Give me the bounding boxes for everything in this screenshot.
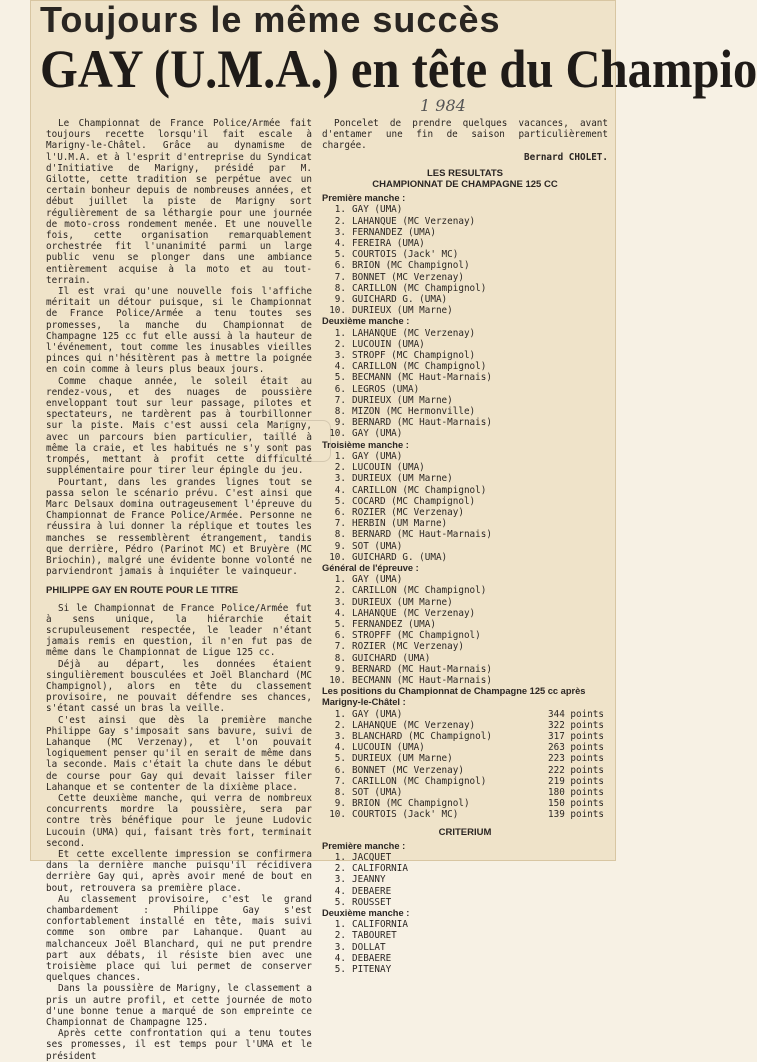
rank-number: 6.	[334, 506, 346, 518]
result-row	[322, 597, 608, 608]
rider-points: 139 points	[548, 809, 604, 821]
rank-number: 1.	[334, 708, 346, 720]
result-row	[322, 930, 608, 941]
article-left-column	[46, 118, 312, 1062]
rank-number: 8.	[334, 786, 346, 798]
rank-number: 5.	[334, 249, 346, 261]
rider-name: LUCOUIN (UMA)	[352, 742, 425, 754]
results-list-heat2	[322, 328, 608, 440]
result-row	[322, 574, 608, 585]
rider-name: DURIEUX (UM Marne)	[352, 596, 453, 608]
article-paragraph: Pourtant, dans les grandes lignes tout se passa selon le scénario prévu. C'est ainsi que Marc Delsaux domina outrageusement l'épreuve du Championnat de France Police/Armée. Personne ne réussira à lui donner la réplique et toutes les manches se ressemblèrent étrangement, tandis que derrière, Pédro (Parinot MC) et Bruyère (MC Briochin), malgré une évidente bonne volonté ne parviendront jamais à inquiéter le vainqueur.	[46, 476, 312, 578]
rank-number: 10.	[329, 674, 346, 686]
results-list-heat3	[322, 451, 608, 563]
rank-number: 4.	[334, 484, 346, 496]
rider-name: LAHANQUE (MC Verzenay)	[352, 719, 476, 731]
results-column	[322, 118, 608, 975]
result-row	[322, 417, 608, 428]
rider-name: LEGROS (UMA)	[352, 383, 420, 395]
rank-number: 3.	[334, 874, 346, 886]
rank-number: 6.	[334, 764, 346, 776]
general-title: Général de l'épreuve :	[322, 562, 419, 573]
rider-name: BONNET (MC Verzenay)	[352, 764, 464, 776]
rider-name: DURIEUX (UM Marne)	[352, 473, 453, 485]
result-row	[322, 428, 608, 439]
rider-name: DURIEUX (UM Marne)	[352, 394, 453, 406]
headline-main: GAY (U.M.A.) en tête du Champio	[40, 39, 757, 99]
result-row	[322, 552, 608, 563]
rank-number: 3.	[334, 941, 346, 953]
rider-name: GUICHARD G. (UMA)	[352, 551, 448, 563]
rank-number: 8.	[334, 652, 346, 664]
rank-number: 5.	[334, 495, 346, 507]
rider-name: STROPF (MC Champignol)	[352, 350, 476, 362]
result-row	[322, 630, 608, 641]
rank-number: 4.	[334, 742, 346, 754]
rider-points: 263 points	[548, 742, 604, 754]
result-row	[322, 473, 608, 484]
handwritten-year: 1 984	[420, 96, 466, 115]
results-subtitle: CHAMPIONNAT DE CHAMPAGNE 125 CC	[372, 179, 558, 191]
rank-number: 5.	[334, 753, 346, 765]
result-row	[322, 964, 608, 975]
heat-title: Troisième manche :	[322, 439, 409, 450]
result-row	[322, 372, 608, 383]
rider-name: BERNARD (MC Haut-Marnais)	[352, 529, 492, 541]
rider-points: 222 points	[548, 764, 604, 776]
rider-points: 317 points	[548, 730, 604, 742]
rider-name: GAY (UMA)	[352, 450, 403, 462]
rank-number: 7.	[334, 394, 346, 406]
result-row	[322, 942, 608, 953]
rider-name: JACQUET	[352, 852, 392, 863]
result-row	[322, 765, 608, 776]
result-row	[322, 395, 608, 406]
rider-name: CARILLON (MC Champignol)	[352, 775, 487, 787]
rider-name: LAHANQUE (MC Verzenay)	[352, 327, 476, 339]
result-row	[322, 406, 608, 417]
result-row	[322, 216, 608, 227]
result-row	[322, 541, 608, 552]
article-paragraph: Cette deuxième manche, qui verra de nombreux concurrents mordre la poussière, sera par contre très bénéfique pour le jeune Ludovic Lucouin (UMA) qui, faisant très fort, terminait second.	[46, 792, 312, 849]
rider-name: JEANNY	[352, 874, 386, 886]
rank-number: 8.	[334, 529, 346, 541]
rank-number: 4.	[334, 607, 346, 619]
rider-name: GAY (UMA)	[352, 204, 403, 216]
rider-name: DEBAERE	[352, 952, 392, 964]
rank-number: 10.	[329, 305, 346, 317]
article-paragraph: Déjà au départ, les données étaient singulièrement bousculées et Joël Blanchard (MC Champignol), alors en tête du classement provisoire, ne pouvait défendre ses chances, s'étant cassé un bras la veille.	[46, 658, 312, 715]
result-row	[322, 585, 608, 596]
standings-list	[322, 709, 608, 821]
article-paragraph: C'est ainsi que dès la première manche Philippe Gay s'imposait sans bavure, suivi de Lahanque (MC Verzenay), et l'on pouvait logiquement penser qu'il en serait de même dans la seconde. Mais c'était la chute dans le début de course pour Gay qui devait laisser filer Lahanque et se contenter de la dixième place.	[46, 714, 312, 793]
result-row	[322, 305, 608, 316]
rider-name: TABOURET	[352, 930, 397, 942]
rider-name: ROZIER (MC Verzenay)	[352, 506, 464, 518]
rank-number: 2.	[334, 338, 346, 350]
rank-number: 9.	[334, 663, 346, 675]
rank-number: 5.	[334, 618, 346, 630]
rider-name: LAHANQUE (MC Verzenay)	[352, 215, 476, 227]
rider-name: LUCOUIN (UMA)	[352, 462, 425, 474]
rank-number: 4.	[334, 952, 346, 964]
rider-name: FERNANDEZ (UMA)	[352, 618, 436, 630]
rider-name: GAY (UMA)	[352, 574, 403, 586]
rider-name: COCARD (MC Champignol)	[352, 495, 476, 507]
result-row	[322, 886, 608, 897]
result-row	[322, 720, 608, 731]
article-paragraph: Poncelet de prendre quelques vacances, avant d'entamer une fin de saison particulièrement chargée.	[322, 118, 608, 152]
rank-number: 2.	[334, 719, 346, 731]
rider-name: BERNARD (MC Haut-Marnais)	[352, 663, 492, 675]
result-row	[322, 753, 608, 764]
rank-number: 4.	[334, 238, 346, 250]
criterium-list-heat2	[322, 919, 608, 975]
heat-title: Deuxième manche :	[322, 908, 410, 919]
article-paragraph: Si le Championnat de France Police/Armée fut à sens unique, la hiérarchie était scrupuleusement respectée, le leader n'étant jamais remis en question, il n'en fut pas de même dans le Championnat de Ligue 125 cc.	[46, 602, 312, 659]
rider-name: MIZON (MC Hermonville)	[352, 406, 476, 418]
rider-name: COURTOIS (Jack' MC)	[352, 249, 459, 261]
rider-points: 344 points	[548, 708, 604, 720]
rider-name: GAY (UMA)	[352, 428, 403, 440]
rider-name: GUICHARD (UMA)	[352, 652, 431, 664]
rider-name: PITENAY	[352, 964, 392, 976]
result-row	[322, 283, 608, 294]
rank-number: 3.	[334, 473, 346, 485]
rank-number: 4.	[334, 885, 346, 897]
rider-name: SOT (UMA)	[352, 540, 403, 552]
rank-number: 7.	[334, 641, 346, 653]
article-paragraph: Comme chaque année, le soleil était au rendez-vous, et des nuages de poussière enveloppant tout sur leur passage, pilotes et spectateurs, ne tardèrent pas à tourbillonner sur la piste. Mais c'est aussi cela Marigny, avec un parcours bien particulier, taillé à même la craie, et les habitués ne s'y sont pas trompés, mettant à profit cette difficulté supplémentaire pour tirer leur épingle du jeu.	[46, 375, 312, 477]
rank-number: 8.	[334, 282, 346, 294]
rider-name: FERNANDEZ (UMA)	[352, 226, 436, 238]
result-row	[322, 361, 608, 372]
result-row	[322, 619, 608, 630]
rider-name: SOT (UMA)	[352, 786, 403, 798]
rider-name: DURIEUX (UM Marne)	[352, 305, 453, 317]
result-row	[322, 328, 608, 339]
rider-name: CALIFORNIA	[352, 863, 408, 875]
rider-name: BONNET (MC Verzenay)	[352, 271, 464, 283]
heat-title: Deuxième manche :	[322, 316, 410, 327]
result-row	[322, 518, 608, 529]
result-row	[322, 953, 608, 964]
rider-name: BECMANN (MC Haut-Marnais)	[352, 372, 492, 384]
rank-number: 7.	[334, 518, 346, 530]
result-row	[322, 664, 608, 675]
results-title: LES RESULTATS	[427, 167, 503, 179]
rank-number: 6.	[334, 260, 346, 272]
rider-name: LUCOUIN (UMA)	[352, 338, 425, 350]
rider-name: CARILLON (MC Champignol)	[352, 585, 487, 597]
rank-number: 1.	[334, 852, 346, 863]
rider-name: BERNARD (MC Haut-Marnais)	[352, 417, 492, 429]
rank-number: 9.	[334, 294, 346, 306]
rider-points: 150 points	[548, 798, 604, 810]
rank-number: 10.	[329, 809, 346, 821]
rider-name: BRION (MC Champignol)	[352, 260, 470, 272]
result-row	[322, 485, 608, 496]
rank-number: 1.	[334, 450, 346, 462]
result-row	[322, 529, 608, 540]
result-row	[322, 294, 608, 305]
result-row	[322, 339, 608, 350]
author-signature: Bernard CHOLET.	[524, 151, 608, 163]
rank-number: 5.	[334, 372, 346, 384]
watermark-stamp	[283, 420, 331, 462]
rank-number: 3.	[334, 350, 346, 362]
rider-points: 180 points	[548, 786, 604, 798]
rank-number: 7.	[334, 775, 346, 787]
result-row	[322, 384, 608, 395]
rider-name: LAHANQUE (MC Verzenay)	[352, 607, 476, 619]
result-row	[322, 675, 608, 686]
rider-name: GUICHARD G. (UMA)	[352, 294, 448, 306]
result-row	[322, 204, 608, 215]
rank-number: 10.	[329, 428, 346, 440]
rank-number: 2.	[334, 930, 346, 942]
rank-number: 4.	[334, 361, 346, 373]
positions-title: Les positions du Championnat de Champagne 125 cc après Marigny-le-Châtel :	[322, 686, 586, 708]
result-row	[322, 350, 608, 361]
result-row	[322, 809, 608, 820]
result-row	[322, 798, 608, 809]
rank-number: 6.	[334, 630, 346, 642]
rank-number: 9.	[334, 798, 346, 810]
rank-number: 9.	[334, 417, 346, 429]
rider-name: FEREIRA (UMA)	[352, 238, 425, 250]
rank-number: 9.	[334, 540, 346, 552]
rank-number: 2.	[334, 585, 346, 597]
result-row	[322, 641, 608, 652]
result-row	[322, 249, 608, 260]
rider-name: CARILLON (MC Champignol)	[352, 484, 487, 496]
rank-number: 3.	[334, 730, 346, 742]
rider-name: ROZIER (MC Verzenay)	[352, 641, 464, 653]
article-paragraph: Dans la poussière de Marigny, le classement a pris un autre profil, et cette journée de moto d'une bonne tenue a marqué de son empreinte ce Championnat de Champagne 125.	[46, 983, 312, 1029]
result-row	[322, 238, 608, 249]
rank-number: 1.	[334, 327, 346, 339]
rank-number: 8.	[334, 406, 346, 418]
rank-number: 2.	[334, 462, 346, 474]
rider-name: HERBIN (UM Marne)	[352, 518, 448, 530]
result-row	[322, 462, 608, 473]
rider-name: COURTOIS (Jack' MC)	[352, 809, 459, 821]
rank-number: 2.	[334, 215, 346, 227]
rider-name: CARILLON (MC Champignol)	[352, 282, 487, 294]
results-list-heat1	[322, 204, 608, 316]
rider-points: 223 points	[548, 753, 604, 765]
rank-number: 6.	[334, 383, 346, 395]
rank-number: 1.	[334, 204, 346, 216]
rank-number: 5.	[334, 896, 346, 908]
result-row	[322, 451, 608, 462]
rider-name: BLANCHARD (MC Champignol)	[352, 730, 492, 742]
rider-points: 219 points	[548, 775, 604, 787]
result-row	[322, 897, 608, 908]
rider-name: CALIFORNIA	[352, 919, 408, 931]
result-row	[322, 731, 608, 742]
rank-number: 10.	[329, 551, 346, 563]
result-row	[322, 260, 608, 271]
rider-name: DOLLAT	[352, 941, 386, 953]
rider-points: 322 points	[548, 719, 604, 731]
result-row	[322, 608, 608, 619]
article-paragraph: Après cette confrontation qui a tenu toutes ses promesses, il est temps pour l'UMA et le président	[46, 1028, 312, 1062]
rank-number: 3.	[334, 596, 346, 608]
rider-name: CARILLON (MC Champignol)	[352, 361, 487, 373]
article-subheading: PHILIPPE GAY EN ROUTE POUR LE TITRE	[46, 585, 239, 597]
rank-number: 1.	[334, 574, 346, 586]
criterium-title: CRITERIUM	[438, 826, 492, 838]
result-row	[322, 863, 608, 874]
rider-name: DEBAERE	[352, 885, 392, 897]
rider-name: BECMANN (MC Haut-Marnais)	[352, 674, 492, 686]
rider-name: ROUSSET	[352, 896, 392, 908]
result-row	[322, 272, 608, 283]
article-paragraph: Au classement provisoire, c'est le grand chambardement : Philippe Gay s'est confortablement installé en tête, mais suivi comme son ombre par Lahanque. Quant au malchanceux Joël Blanchard, qui ne put prendre part aux débats, il résiste bien avec une troisième place qui lui permet de conserver quelques chances.	[46, 893, 312, 984]
result-row	[322, 507, 608, 518]
rider-name: DURIEUX (UM Marne)	[352, 753, 453, 765]
heat-title: Première manche :	[322, 840, 406, 851]
result-row	[322, 874, 608, 885]
article-paragraph: Le Championnat de France Police/Armée fait toujours recette lorsqu'il fait escale à Marigny-le-Châtel. Grâce au dynamisme de l'U.M.A. et à l'esprit d'entreprise du Syndicat d'Initiative de Marigny, présidé par M. Gilotte, cette tradition se perpétue avec un certain bonheur depuis de nombreuses années, et début juillet la piste de Marigny sort régulièrement de sa léthargie pour une journée de moto-cross rondement menée. Et une nouvelle fois, cette organisation remarquablement orchestrée fit l'unanimité parmi un large public venu se plonger dans une ambiance entièrement acquise à la moto et au tout-terrain.	[46, 118, 312, 286]
result-row	[322, 742, 608, 753]
rider-name: GAY (UMA)	[352, 708, 403, 720]
result-row	[322, 227, 608, 238]
heat-title: Première manche :	[322, 193, 406, 204]
criterium-list-heat1	[322, 852, 608, 908]
result-row	[322, 776, 608, 787]
rider-name: BRION (MC Champignol)	[352, 798, 470, 810]
headline-top: Toujours le même succès	[40, 0, 501, 40]
result-row	[322, 787, 608, 798]
result-row	[322, 496, 608, 507]
article-paragraph: Il est vrai qu'une nouvelle fois l'affiche méritait un détour puisque, si le Championnat de France Police/Armée a tenu toutes ses promesses, la manche du Championnat de Champagne 125 cc fut elle aussi à la hauteur de l'événement, tout comme les inusables vieilles pinces qui n'hésitèrent pas à mettre la poignée en coin comme à leurs plus beaux jours.	[46, 286, 312, 376]
result-row	[322, 653, 608, 664]
article-paragraph: Et cette excellente impression se confirmera dans la dernière manche puisqu'il récidivera derrière Gay qui, après avoir mené de bout en bout, retrouvera sa première place.	[46, 849, 312, 894]
results-list-general	[322, 574, 608, 686]
result-row	[322, 919, 608, 930]
rank-number: 2.	[334, 863, 346, 875]
result-row	[322, 852, 608, 863]
rank-number: 1.	[334, 919, 346, 931]
rank-number: 3.	[334, 226, 346, 238]
result-row	[322, 709, 608, 720]
rank-number: 7.	[334, 271, 346, 283]
rank-number: 5.	[334, 964, 346, 976]
rider-name: STROPFF (MC Champignol)	[352, 630, 481, 642]
